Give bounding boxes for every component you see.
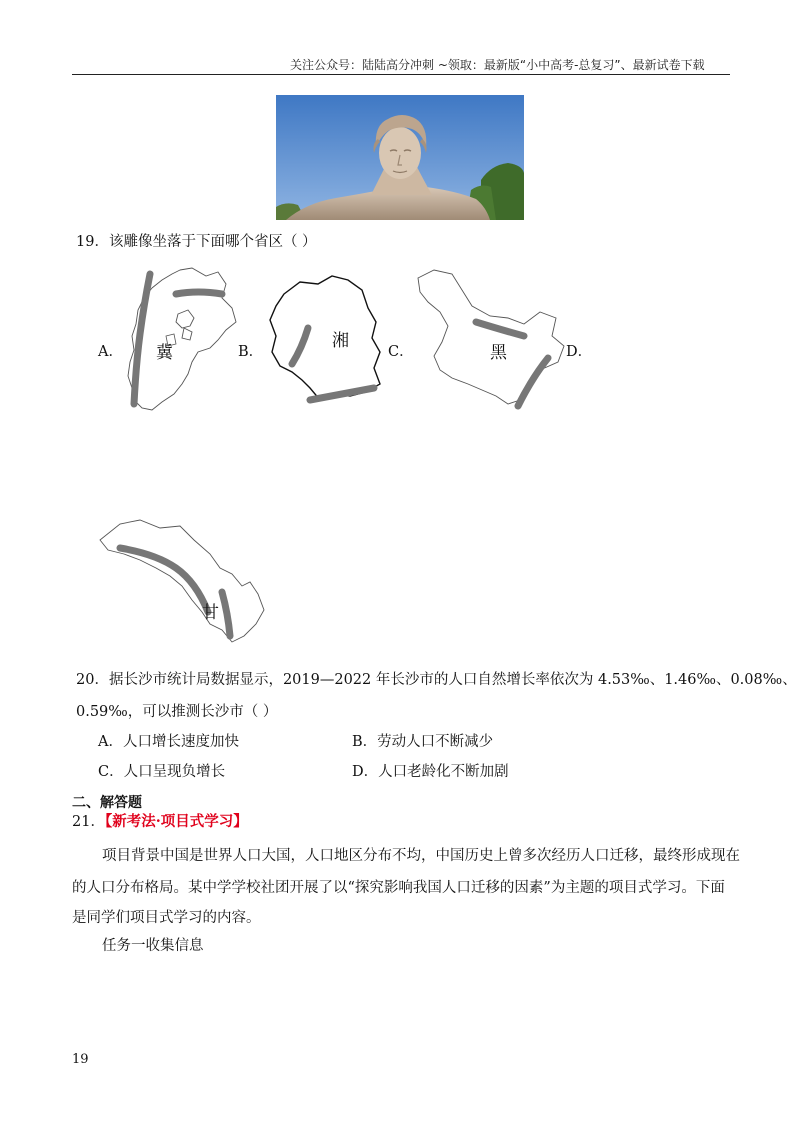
section-title: 二、解答题 — [72, 795, 142, 811]
page-header: 关注公众号：陆陆高分冲刺 ~领取：最新版“小中高考-总复习”、最新试卷下载 — [290, 58, 705, 72]
option-b-province: 湘 — [332, 331, 349, 351]
option-a-province: 冀 — [156, 343, 173, 363]
map-hebei — [122, 264, 240, 414]
question-21-para-line2: 的人口分布格局。某中学学校社团开展了以“探究影响我国人口迁移的因素”为主题的项目式学习。下面 — [72, 880, 725, 896]
question-21-tag: 【新考法·项目式学习】 — [104, 813, 248, 830]
option-c-letter: C． — [388, 344, 414, 360]
header-divider — [72, 74, 730, 75]
option-d-province: 甘 — [202, 603, 219, 623]
question-21-para-line3: 是同学们项目式学习的内容。 — [72, 910, 261, 926]
map-gansu — [96, 514, 276, 646]
map-hunan — [262, 268, 386, 410]
page-number: 19 — [72, 1052, 89, 1067]
question-20-option-d: D．人口老龄化不断加剧 — [352, 764, 509, 780]
question-21-number: 21． — [72, 814, 105, 830]
question-21-task1: 任务一收集信息 — [102, 938, 204, 954]
question-20-stem-line2: 0.59‰，可以推测长沙市（ ） — [76, 704, 278, 720]
statue-photo — [276, 95, 524, 220]
question-21-heading — [72, 812, 248, 832]
question-20-stem-line1: 20．据长沙市统计局数据显示，2019—2022 年长沙市的人口自然增长率依次为 4.53‰、1.46‰、0.08‰、 — [76, 672, 797, 688]
question-19-stem: 19．该雕像坐落于下面哪个省区（ ） — [76, 234, 317, 250]
option-b-letter: B． — [238, 344, 264, 360]
question-20-option-b: B．劳动人口不断减少 — [352, 734, 494, 750]
question-20-option-a: A．人口增长速度加快 — [98, 734, 239, 750]
option-c-province: 黑 — [490, 343, 507, 363]
question-21-para-line1: 项目背景中国是世界人口大国，人口地区分布不均，中国历史上曾多次经历人口迁移，最终形成现在 — [102, 848, 740, 864]
question-20-option-c: C．人口呈现负增长 — [98, 764, 226, 780]
option-d-letter: D． — [566, 344, 593, 360]
option-a-letter: A． — [98, 344, 123, 360]
